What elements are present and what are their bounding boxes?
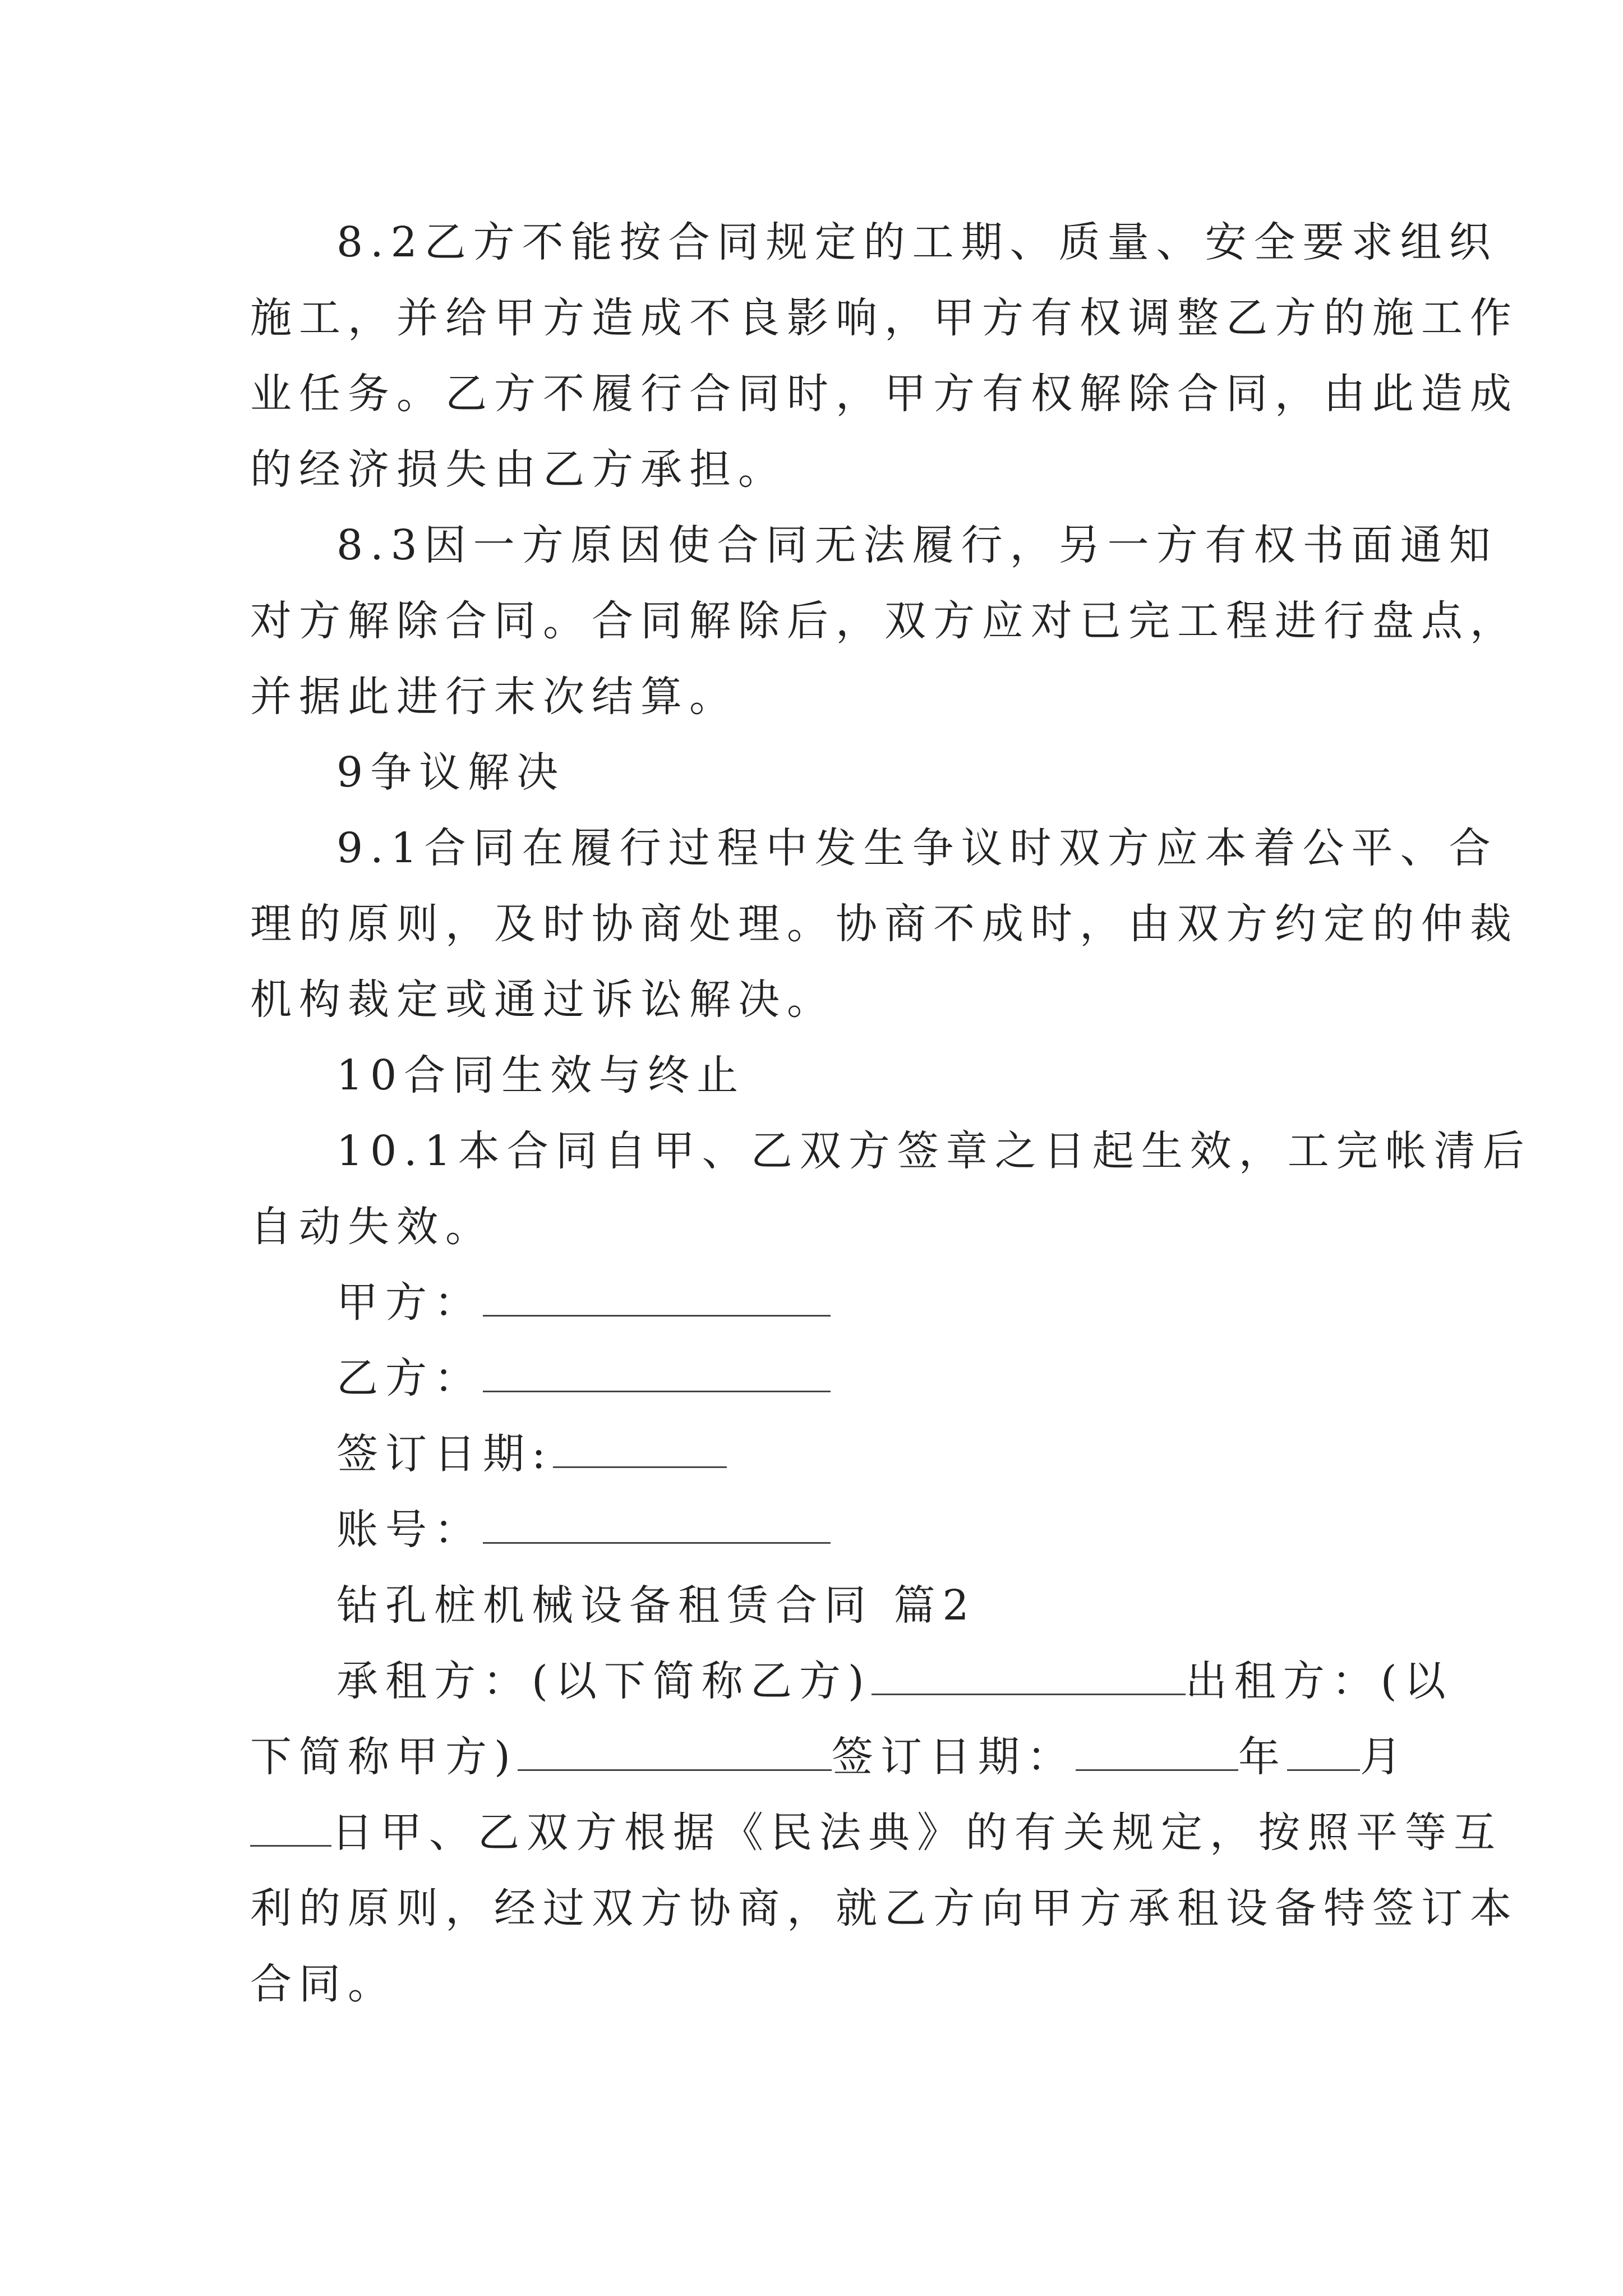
- sign-date-label-2: 签订日期：: [831, 1733, 1076, 1781]
- para2-line-4: 利的原则，经过双方协商，就乙方向甲方承租设备特签订本: [250, 1884, 1519, 1932]
- account-label: 账号：: [336, 1506, 483, 1554]
- party-a-label: 甲方：: [336, 1278, 483, 1327]
- section-title: 钻孔桩机械设备租赁合同 篇2: [336, 1581, 976, 1630]
- month-label: 月: [1359, 1733, 1409, 1781]
- party-b-field: [336, 1354, 831, 1402]
- sign-date-label: 签订日期:: [336, 1430, 553, 1478]
- section-10-heading: 10合同生效与终止: [336, 1051, 746, 1099]
- para2-line-1: [336, 1657, 1453, 1705]
- section-9-heading: 9争议解决: [336, 748, 566, 797]
- clause-8-3-line-2: 对方解除合同。合同解除后，双方应对已完工程进行盘点，: [250, 597, 1519, 645]
- sign-date-blank: [553, 1434, 727, 1468]
- para2-line-3-text: 日甲、乙双方根据《民法典》的有关规定，按照平等互: [331, 1809, 1502, 1857]
- lessee-label: 承租方：(以下简称乙方): [336, 1657, 872, 1705]
- account-blank: [483, 1510, 831, 1544]
- party-b-label: 乙方：: [336, 1354, 483, 1402]
- clause-10-1-line-2: 自动失效。: [250, 1203, 494, 1251]
- clause-10-1-line-1: 10.1本合同自甲、乙双方签章之日起生效，工完帐清后: [336, 1127, 1532, 1175]
- para2-line-5: 合同。: [250, 1960, 396, 2008]
- year-blank: [1076, 1737, 1238, 1771]
- party-a-field: [336, 1278, 831, 1327]
- clause-9-1-line-1: 9.1合同在履行过程中发生争议时双方应本着公平、合: [336, 824, 1498, 872]
- party-a-blank: [483, 1282, 831, 1317]
- year-label: 年: [1238, 1733, 1287, 1781]
- clause-8-3-line-3: 并据此进行末次结算。: [250, 673, 738, 721]
- lessor-blank: [518, 1737, 832, 1771]
- lessor-label: 出租方：(以: [1185, 1657, 1453, 1705]
- clause-9-1-line-3: 机构裁定或通过诉讼解决。: [250, 976, 836, 1024]
- clause-8-2-line-1: 8.2乙方不能按合同规定的工期、质量、安全要求组织: [336, 218, 1498, 266]
- month-blank: [1287, 1737, 1360, 1771]
- lessor-label-cont: 下简称甲方): [250, 1733, 518, 1781]
- clause-8-2-line-4: 的经济损失由乙方承担。: [250, 445, 787, 494]
- clause-8-3-line-1: 8.3因一方原因使合同无法履行，另一方有权书面通知: [336, 521, 1498, 569]
- party-b-blank: [483, 1358, 831, 1392]
- clause-9-1-line-2: 理的原则，及时协商处理。协商不成时，由双方约定的仲裁: [250, 900, 1519, 948]
- account-field: [336, 1506, 831, 1554]
- clause-8-2-line-3: 业任务。乙方不履行合同时，甲方有权解除合同，由此造成: [250, 370, 1519, 418]
- para2-line-2: [250, 1733, 1409, 1781]
- lessee-blank: [872, 1661, 1186, 1695]
- clause-8-2-line-2: 施工，并给甲方造成不良影响，甲方有权调整乙方的施工作: [250, 294, 1519, 342]
- sign-date-field: [336, 1430, 727, 1478]
- para2-line-3: [250, 1809, 1502, 1857]
- day-blank: [250, 1812, 331, 1847]
